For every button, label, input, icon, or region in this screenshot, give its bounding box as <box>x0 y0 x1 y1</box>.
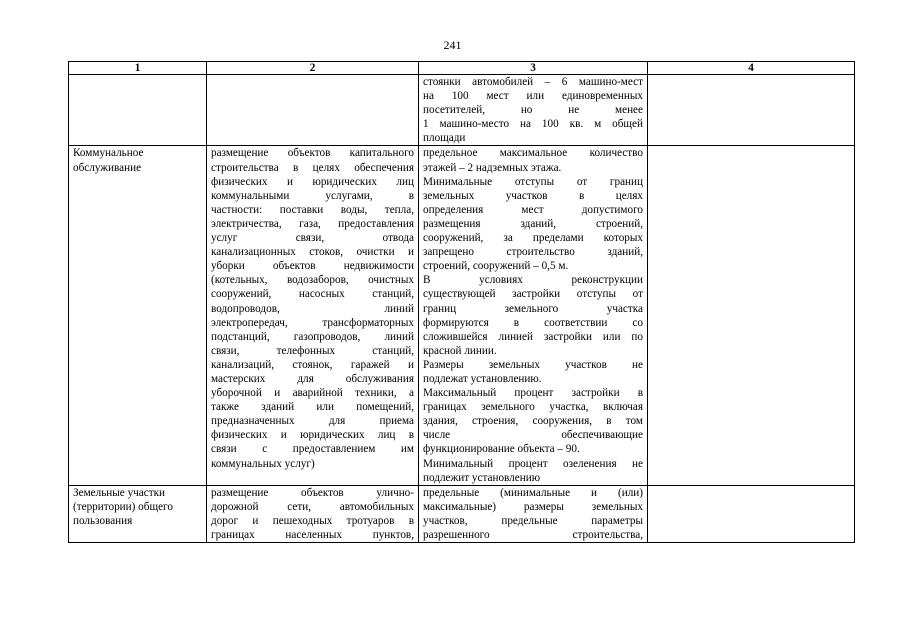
column-header-1: 1 <box>69 62 207 75</box>
column-header-3: 3 <box>419 62 648 75</box>
text-line: физических и юридических лиц <box>211 175 414 188</box>
column-header-2: 2 <box>207 62 419 75</box>
text-line: коммунальными услугами, в <box>211 189 414 202</box>
cell-use-description <box>207 485 419 542</box>
text-line: максимальные) размеры земельных <box>423 500 643 513</box>
text-line: сооружений, за пределами которых <box>423 232 643 245</box>
text-line: разрешенного строительства, <box>423 529 643 541</box>
text-line: уборочной и аварийной техники, а <box>211 387 414 400</box>
text-line: 1 машино-место на 100 кв. м общей <box>423 118 643 131</box>
text-line: подлежит установлению <box>423 471 541 484</box>
text-line: дорожной сети, автомобильных <box>211 500 414 513</box>
cell-parameters <box>419 146 648 485</box>
text-line: мастерских для обслуживания <box>211 372 414 385</box>
text-line: Размеры земельных участков не <box>423 358 643 371</box>
text-line: предназначенных для приема <box>211 415 414 428</box>
table-row-public-land <box>69 485 855 542</box>
text-line: существующей застройки отступы от <box>423 288 643 301</box>
text-line: размещения зданий, строений, <box>423 217 643 230</box>
text-line: Максимальный процент застройки в <box>423 387 643 400</box>
text-line: участков, предельные параметры <box>423 514 643 527</box>
text-line: площади <box>423 132 466 145</box>
text-line: подстанций, газопроводов, линий <box>211 330 414 343</box>
zoning-table <box>68 61 855 543</box>
text-line: границ земельного участка <box>423 302 643 315</box>
text-line: водопроводов, линий <box>211 302 414 315</box>
text-line: стоянки автомобилей – 6 машино-мест <box>423 76 643 88</box>
text-line: подлежат установлению. <box>423 372 542 385</box>
text-line: размещение объектов улично- <box>211 486 414 499</box>
text-line: канализаций, стоянок, гаражей и <box>211 358 414 371</box>
text-line: посетителей, но не менее <box>423 104 643 117</box>
text-line: дорог и пешеходных тротуаров в <box>211 514 414 527</box>
text-line: уборки объектов недвижимости <box>211 260 414 273</box>
text-line: канализационных стоков, очистки и <box>211 246 414 259</box>
text-line: этажей – 2 надземных этажа. <box>423 161 562 174</box>
text-line: (территории) общего <box>73 500 173 513</box>
cell-empty <box>648 485 855 542</box>
table-header-row <box>69 62 855 75</box>
text-line: сооружений, насосных станций, <box>211 288 414 301</box>
text-line: красной линии. <box>423 344 497 357</box>
cell-empty <box>69 75 207 146</box>
cell-use-type <box>69 146 207 485</box>
text-line: функционирование объекта – 90. <box>423 443 580 456</box>
text-line: пользования <box>73 514 133 527</box>
text-line: границах населенных пунктов, <box>211 529 414 541</box>
text-line: Минимальный процент озеленения не <box>423 457 643 470</box>
text-line: предельное максимальное количество <box>423 147 643 160</box>
column-header-4: 4 <box>648 62 855 75</box>
text-line: частности: поставки воды, тепла, <box>211 203 414 216</box>
text-line: коммунальных услуг) <box>211 457 315 470</box>
cell-use-description <box>207 146 419 485</box>
text-line: Коммунальное <box>73 147 144 160</box>
text-line: В условиях реконструкции <box>423 274 643 287</box>
text-line: обслуживание <box>73 161 142 174</box>
text-line: определения мест допустимого <box>423 203 643 216</box>
text-line: электричества, газа, предоставления <box>211 217 414 230</box>
text-line: связи с предоставлением им <box>211 443 414 456</box>
text-line: строений, сооружений – 0,5 м. <box>423 260 569 273</box>
cell-empty <box>648 75 855 146</box>
text-line: границах земельного участка, включая <box>423 401 643 414</box>
text-line: также зданий или помещений, <box>211 401 414 414</box>
cell-parameters <box>419 485 648 542</box>
table-row-communal-services <box>69 146 855 485</box>
page-number: 241 <box>443 38 462 52</box>
text-line: услуг связи, отвода <box>211 232 414 245</box>
text-line: формируются в соответствии со <box>423 316 643 329</box>
text-line: числе обеспечивающие <box>423 429 643 442</box>
text-line: сложившейся линией застройки или по <box>423 330 643 343</box>
text-line: на 100 мест или единовременных <box>423 90 643 103</box>
table-row-continuation <box>69 75 855 146</box>
cell-use-type <box>69 485 207 542</box>
text-line: связи, телефонных станций, <box>211 344 414 357</box>
text-line: (котельных, водозаборов, очистных <box>211 274 414 287</box>
text-line: строительства в целях обеспечения <box>211 161 414 174</box>
text-line: электропередач, трансформаторных <box>211 316 414 329</box>
text-line: размещение объектов капитального <box>211 147 414 160</box>
text-line: земельных участков в целях <box>423 189 643 202</box>
text-line: Минимальные отступы от границ <box>423 175 643 188</box>
text-line: здания, строения, сооружения, в том <box>423 415 643 428</box>
text-line: Земельные участки <box>73 486 166 499</box>
text-line: предельные (минимальные и (или) <box>423 486 643 499</box>
text-line: физических и юридических лиц в <box>211 429 414 442</box>
text-line: запрещено строительство зданий, <box>423 246 643 259</box>
cell-empty <box>648 146 855 485</box>
cell-parameters <box>419 75 648 146</box>
cell-empty <box>207 75 419 146</box>
